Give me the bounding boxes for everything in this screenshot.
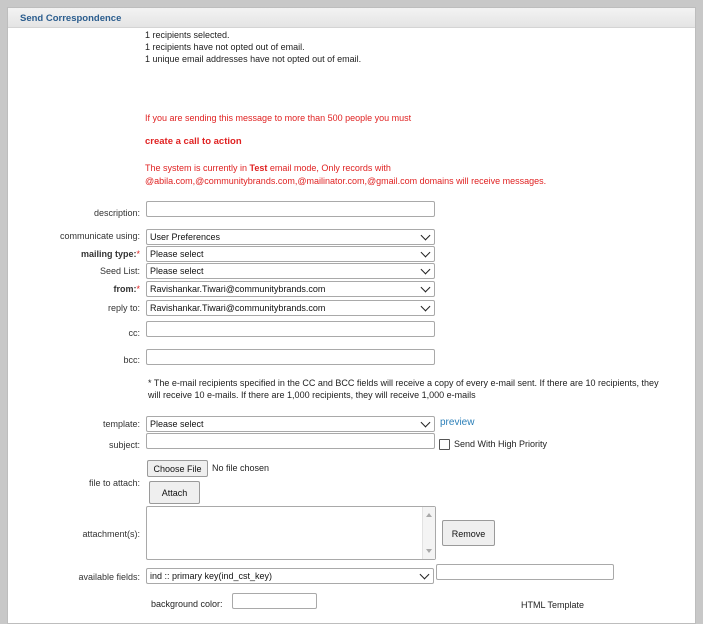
background-color-label: background color:: [151, 599, 223, 609]
high-priority-label: Send With High Priority: [454, 439, 548, 449]
cc-input[interactable]: [146, 321, 435, 337]
mailing-type-label-text: mailing type:: [80, 249, 137, 259]
from-value: Ravishankar.Tiwari@communitybrands.com: [150, 284, 326, 294]
summary-recipients-not-opted-out: 1 recipients have not opted out of email.: [145, 42, 305, 52]
test-mode-label: Test: [249, 163, 268, 173]
required-marker: *: [136, 284, 140, 294]
template-select[interactable]: [146, 416, 435, 432]
chevron-down-icon: [421, 418, 431, 428]
file-to-attach-label: file to attach:: [88, 478, 140, 488]
communicate-using-label: communicate using:: [59, 231, 140, 241]
bcc-input[interactable]: [146, 349, 435, 365]
attachments-scrollbar[interactable]: [422, 507, 435, 559]
panel-header: [8, 8, 695, 28]
html-template-label: HTML Template: [521, 600, 585, 610]
cc-bcc-note-line1: * The e-mail recipients specified in the CC and BCC fields will receive a copy of every e-mail sent. If there are 10 recipients, they: [148, 378, 659, 388]
from-select[interactable]: [146, 281, 435, 297]
available-fields-select[interactable]: [146, 568, 434, 584]
template-label: template:: [102, 419, 140, 429]
subject-input[interactable]: [146, 433, 435, 449]
preview-link[interactable]: preview: [440, 417, 475, 428]
communicate-using-select[interactable]: [146, 229, 435, 245]
scroll-down-icon[interactable]: [426, 549, 432, 553]
reply-to-value: Ravishankar.Tiwari@communitybrands.com: [150, 303, 326, 313]
seed-list-label: Seed List:: [99, 266, 140, 276]
cc-label: cc:: [128, 328, 140, 338]
mailing-type-label: [0, 249, 140, 259]
available-fields-text-input[interactable]: [436, 564, 614, 580]
from-label-text: from:: [113, 284, 137, 294]
test-mode-notice: [145, 163, 391, 173]
test-mode-domains: @abila.com,@communitybrands.com,@mailinator.com,@gmail.com domains will receive messages.: [145, 176, 547, 186]
page-title: Send Correspondence: [20, 13, 122, 24]
available-fields-label: available fields:: [78, 572, 140, 582]
template-value: Please select: [150, 419, 204, 429]
summary-recipients-selected: 1 recipients selected.: [145, 30, 230, 40]
bcc-label: bcc:: [123, 355, 140, 365]
mailing-type-select[interactable]: [146, 246, 435, 262]
subject-label: subject:: [108, 440, 140, 450]
send-correspondence-panel: [7, 7, 696, 624]
attach-button[interactable]: Attach: [149, 481, 200, 504]
communicate-using-value: User Preferences: [150, 232, 221, 242]
reply-to-label: reply to:: [107, 303, 140, 313]
background-color-input[interactable]: [232, 593, 317, 609]
test-mode-pre: The system is currently in: [145, 163, 250, 173]
seed-list-select[interactable]: [146, 263, 435, 279]
attachments-list[interactable]: [146, 506, 436, 560]
from-label: [0, 284, 140, 294]
remove-button[interactable]: Remove: [442, 520, 495, 546]
attachments-label: attachment(s):: [82, 529, 140, 539]
chevron-down-icon: [420, 570, 430, 580]
choose-file-button[interactable]: Choose File: [147, 460, 208, 477]
scroll-up-icon[interactable]: [426, 513, 432, 517]
create-call-to-action-link[interactable]: create a call to action: [145, 136, 242, 147]
required-marker: *: [136, 249, 140, 259]
warning-500-people: If you are sending this message to more than 500 people you must: [145, 113, 412, 123]
summary-unique-emails: 1 unique email addresses have not opted out of email.: [145, 54, 362, 64]
available-fields-value: ind :: primary key(ind_cst_key): [150, 571, 273, 581]
cc-bcc-note-line2: will receive 10 e-mails. If there are 1,000 recipients, they will receive 1,000 e-mails: [148, 390, 476, 400]
chevron-down-icon: [421, 248, 431, 258]
reply-to-select[interactable]: [146, 300, 435, 316]
chevron-down-icon: [421, 231, 431, 241]
chevron-down-icon: [421, 265, 431, 275]
file-status: No file chosen: [212, 463, 270, 473]
chevron-down-icon: [421, 283, 431, 293]
chevron-down-icon: [421, 302, 431, 312]
description-input[interactable]: [146, 201, 435, 217]
test-mode-post: email mode, Only records with: [267, 163, 391, 173]
seed-list-value: Please select: [150, 266, 204, 276]
mailing-type-value: Please select: [150, 249, 204, 259]
high-priority-checkbox[interactable]: [439, 439, 450, 450]
description-label: description:: [93, 208, 140, 218]
